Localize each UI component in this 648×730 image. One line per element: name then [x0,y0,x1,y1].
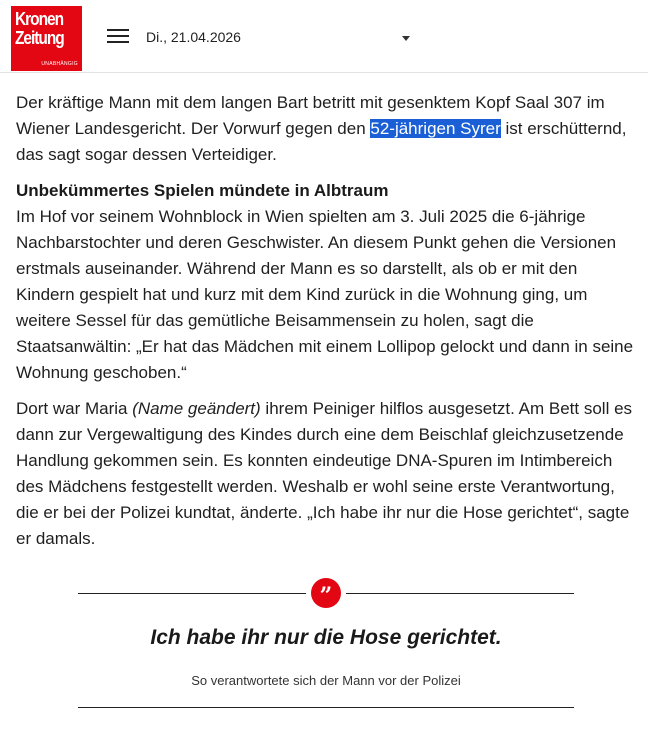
date-dropdown[interactable] [146,24,416,50]
quote-text: Ich habe ihr nur die Hose gerichtet. [150,626,502,649]
paragraph-2: Im Hof vor seinem Wohnblock in Wien spielten am 3. Juli 2025 die 6-jährige Nachbarstochter und deren Geschwister. An diesem Punkt gehen die Versionen erstmals auseinander. Während der Mann es so darstellt, als ob er mit den Kindern gespielt hat und kurz mit dem Kind zurück in die Wohnung ging, um weitere Sessel für das gemütliche Beisammensein zu holen, sagt die Staatsanwältin: „Er hat das Mädchen mit einem Lollipop gelockt und dann in seine Wohnung geschoben.“ [16,207,634,382]
intro-text-end: ist erschütternd, das sagt sogar dessen Verteidiger. [16,119,627,164]
logo-tagline: UNABHÄNGIG [41,61,78,67]
caret-down-icon [402,36,410,41]
article-subheading: Unbekümmertes Spielen mündete in Albtraum [16,181,389,200]
hamburger-menu-icon[interactable] [107,29,129,45]
p3-text: Dort war Maria [16,399,133,418]
paragraph-3 [16,396,634,552]
logo-line-2: Zeitung [15,28,64,48]
quote-icon: ” [311,578,341,608]
intro-text: Der kräftige Mann mit dem langen Bart betritt mit gesenktem Kopf Saal 307 im Wiener Landesgericht. Der Vorwurf gegen den [16,93,605,138]
date-value: Di., 21.04.2026 [146,29,241,45]
article-body [16,90,634,552]
pull-quote [78,578,574,708]
paragraph-intro [16,90,634,168]
highlighted-selection[interactable]: 52-jährigen Syrer [370,119,501,138]
kronen-zeitung-logo[interactable] [11,6,82,71]
p3-text-end: ihrem Peiniger hilflos ausgesetzt. Am Bett soll es dann zur Vergewaltigung des Kindes durch eine dem Beischlaf gleichzusetzende Handlung gekommen sein. Es konnten eindeutige DNA-Spuren im Intimbereich des Mädchens festgestellt werden. Weshalb er wohl seine erste Verantwortung, die er bei der Polizei kundtat, änderte. „Ich habe ihr nur die Hose gerichtet“, sagte er damals. [16,399,633,548]
quote-divider-bottom [78,707,574,708]
p3-italic: (Name geändert) [132,399,261,418]
logo-line-1: Kronen [15,9,63,29]
site-header [0,0,648,73]
quote-caption: So verantwortete sich der Mann vor der Polizei [191,673,461,688]
